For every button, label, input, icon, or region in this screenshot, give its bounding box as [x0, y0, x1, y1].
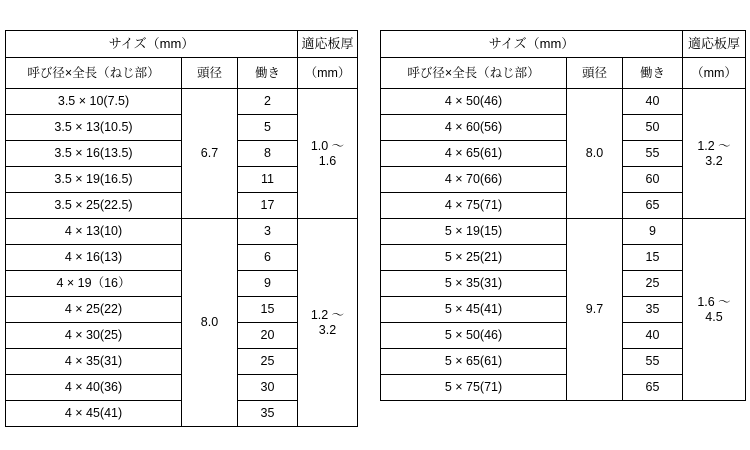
cell-work: 2 [238, 89, 298, 115]
cell-work: 40 [623, 323, 683, 349]
cell-work: 3 [238, 219, 298, 245]
cell-name: 5 × 65(61) [381, 349, 567, 375]
cell-work: 8 [238, 141, 298, 167]
cell-head-dia: 9.7 [567, 219, 623, 401]
thickness-line-2: 4.5 [705, 309, 723, 324]
cell-name: 5 × 50(46) [381, 323, 567, 349]
cell-thickness [683, 219, 746, 401]
cell-name: 4 × 35(31) [6, 349, 182, 375]
cell-name: 5 × 19(15) [381, 219, 567, 245]
col-header-work: 働き [623, 58, 683, 89]
size-group-header: サイズ（mm） [6, 31, 298, 58]
cell-name: 4 × 40(36) [6, 375, 182, 401]
cell-work: 60 [623, 167, 683, 193]
cell-name: 3.5 × 25(22.5) [6, 193, 182, 219]
thickness-line-2: 3.2 [318, 322, 337, 337]
cell-work: 65 [623, 193, 683, 219]
cell-work: 9 [623, 219, 683, 245]
cell-name: 4 × 70(66) [381, 167, 567, 193]
cell-name: 4 × 65(61) [381, 141, 567, 167]
table-subheader-row [381, 58, 746, 89]
cell-name: 4 × 16(13) [6, 245, 182, 271]
cell-name: 4 × 30(25) [6, 323, 182, 349]
cell-name: 5 × 75(71) [381, 375, 567, 401]
cell-name: 5 × 35(31) [381, 271, 567, 297]
col-header-thickness-unit: （mm） [683, 58, 746, 89]
table-row [381, 89, 746, 115]
cell-work: 55 [623, 141, 683, 167]
cell-work: 9 [238, 271, 298, 297]
cell-name: 3.5 × 19(16.5) [6, 167, 182, 193]
cell-work: 25 [623, 271, 683, 297]
cell-work: 65 [623, 375, 683, 401]
cell-name: 3.5 × 16(13.5) [6, 141, 182, 167]
cell-work: 15 [623, 245, 683, 271]
cell-work: 6 [238, 245, 298, 271]
cell-name: 5 × 45(41) [381, 297, 567, 323]
cell-work: 35 [623, 297, 683, 323]
cell-head-dia: 8.0 [182, 219, 238, 427]
cell-name: 4 × 75(71) [381, 193, 567, 219]
cell-name: 4 × 13(10) [6, 219, 182, 245]
cell-work: 40 [623, 89, 683, 115]
cell-work: 35 [238, 401, 298, 427]
table-row [6, 219, 358, 245]
cell-work: 17 [238, 193, 298, 219]
cell-name: 3.5 × 10(7.5) [6, 89, 182, 115]
table-header-row [6, 31, 358, 58]
cell-name: 4 × 60(56) [381, 115, 567, 141]
cell-name: 4 × 45(41) [6, 401, 182, 427]
col-header-work: 働き [238, 58, 298, 89]
cell-work: 5 [238, 115, 298, 141]
cell-name: 4 × 19（16） [6, 271, 182, 297]
thickness-line-1: 1.0 ～ [310, 139, 345, 154]
cell-name: 4 × 25(22) [6, 297, 182, 323]
cell-name: 3.5 × 13(10.5) [6, 115, 182, 141]
col-header-head-dia: 頭径 [567, 58, 623, 89]
cell-work: 55 [623, 349, 683, 375]
col-header-name: 呼び径×全長（ねじ部） [381, 58, 567, 89]
cell-work: 25 [238, 349, 298, 375]
thickness-group-header: 適応板厚 [298, 31, 358, 58]
thickness-line-1: 1.6 ～ [697, 295, 731, 310]
spec-table-left [5, 30, 358, 427]
table-row [381, 219, 746, 245]
cell-name: 5 × 25(21) [381, 245, 567, 271]
cell-head-dia: 8.0 [567, 89, 623, 219]
thickness-line-2: 1.6 [318, 153, 337, 168]
col-header-head-dia: 頭径 [182, 58, 238, 89]
thickness-line-1: 1.2 ～ [310, 308, 345, 323]
cell-thickness [298, 219, 358, 427]
table-subheader-row [6, 58, 358, 89]
thickness-line-1: 1.2 ～ [697, 139, 731, 154]
col-header-name: 呼び径×全長（ねじ部） [6, 58, 182, 89]
cell-thickness [683, 89, 746, 219]
cell-work: 20 [238, 323, 298, 349]
size-group-header: サイズ（mm） [381, 31, 683, 58]
cell-work: 11 [238, 167, 298, 193]
thickness-group-header: 適応板厚 [683, 31, 746, 58]
table-row [6, 89, 358, 115]
cell-work: 15 [238, 297, 298, 323]
cell-head-dia: 6.7 [182, 89, 238, 219]
spec-table-right [380, 30, 746, 401]
thickness-line-2: 3.2 [705, 153, 723, 168]
cell-name: 4 × 50(46) [381, 89, 567, 115]
cell-thickness [298, 89, 358, 219]
cell-work: 50 [623, 115, 683, 141]
cell-work: 30 [238, 375, 298, 401]
col-header-thickness-unit: （mm） [298, 58, 358, 89]
table-header-row [381, 31, 746, 58]
